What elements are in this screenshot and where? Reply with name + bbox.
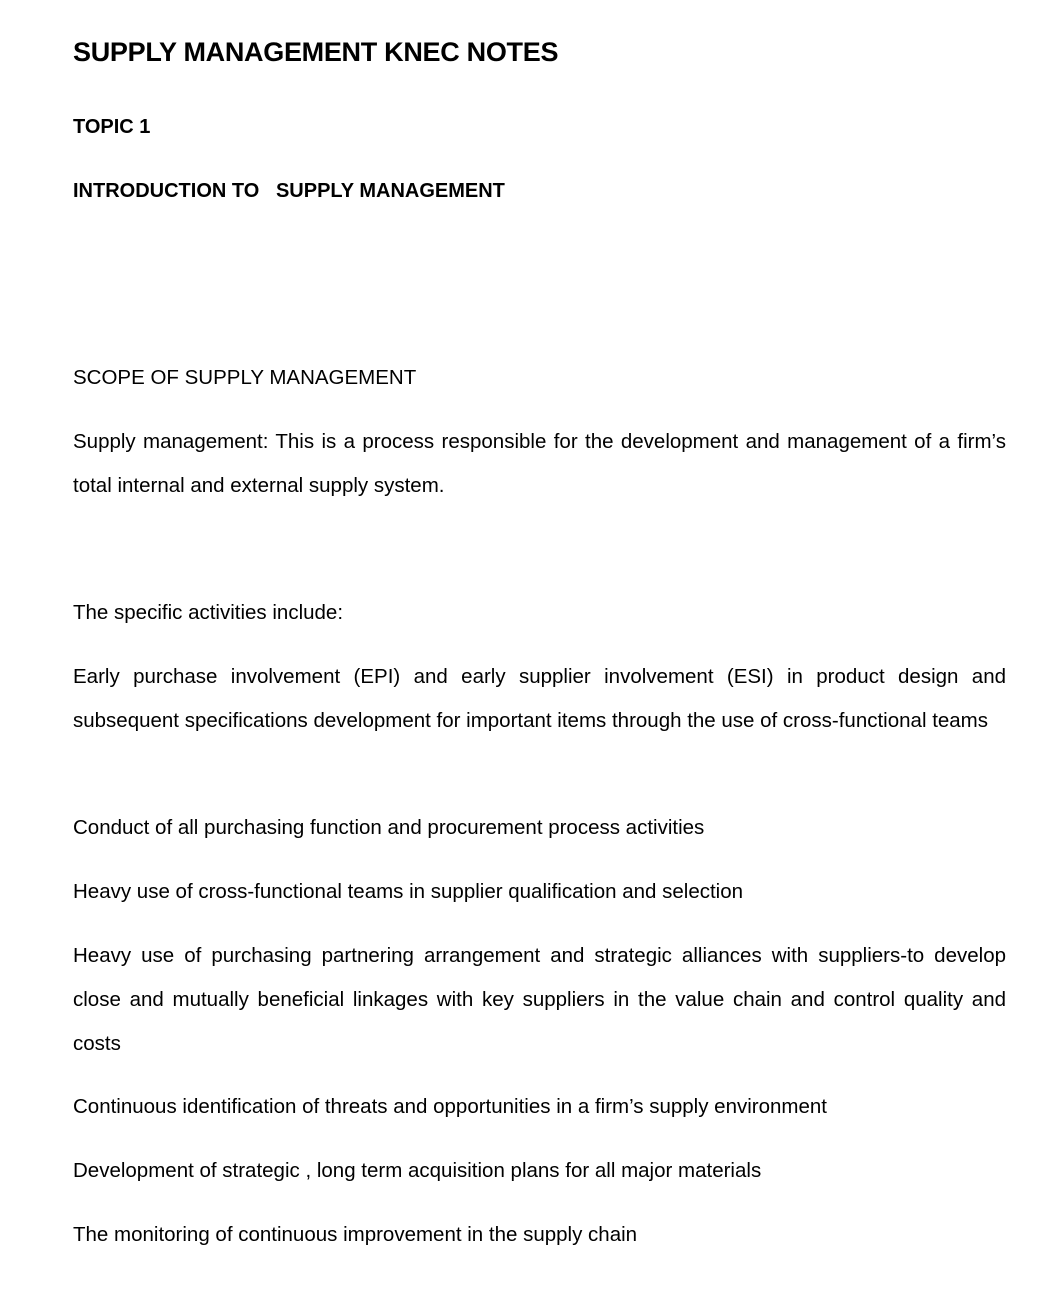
activity-item: Heavy use of purchasing partnering arrangement and strategic alliances with suppliers-to develop close and mutually beneficial linkages with key suppliers in the value chain and control quality and costs bbox=[73, 944, 1006, 1055]
topic-label: TOPIC 1 bbox=[73, 116, 151, 138]
activity-item: Continuous identification of threats and opportunities in a firm’s supply environment bbox=[73, 1095, 827, 1118]
activity-item: Heavy use of cross-functional teams in supplier qualification and selection bbox=[73, 880, 744, 903]
activity-item: Development of strategic , long term acquisition plans for all major materials bbox=[73, 1159, 762, 1182]
definition-paragraph: Supply management: This is a process responsible for the development and management of a firm’s total internal and external supply system. bbox=[73, 430, 1006, 497]
activity-item: Early purchase involvement (EPI) and early supplier involvement (ESI) in product design and subsequent specifications development for important items through the use of cross-functional teams bbox=[73, 665, 1006, 732]
scope-heading: SCOPE OF SUPPLY MANAGEMENT bbox=[73, 366, 417, 389]
activity-item: Conduct of all purchasing function and procurement process activities bbox=[73, 816, 705, 839]
activities-intro: The specific activities include: bbox=[73, 601, 344, 624]
activity-item: The monitoring of continuous improvement in the supply chain bbox=[73, 1223, 638, 1246]
intro-heading: INTRODUCTION TO SUPPLY MANAGEMENT bbox=[73, 180, 505, 202]
document-title: SUPPLY MANAGEMENT KNEC NOTES bbox=[73, 37, 559, 67]
